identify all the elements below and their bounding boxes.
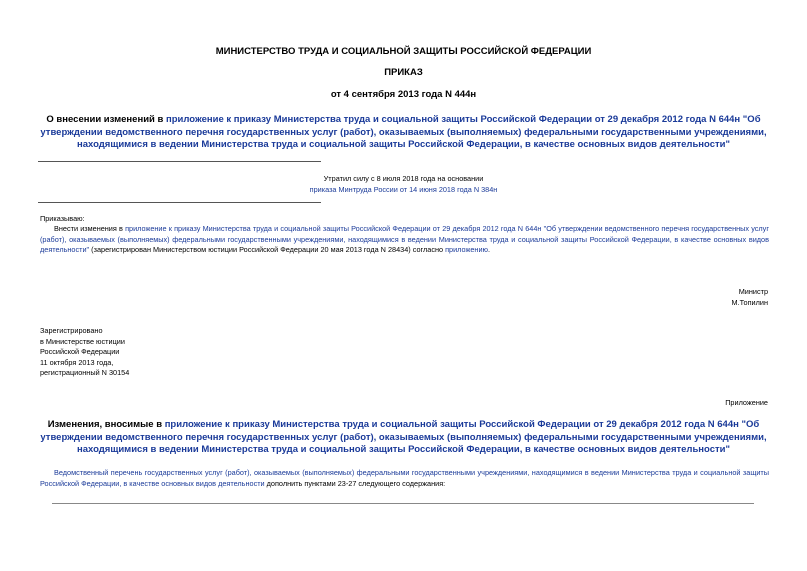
doc-type: ПРИКАЗ	[384, 67, 423, 78]
signature-name: М.Топилин	[731, 297, 768, 307]
title-prefix: О внесении изменений в	[46, 114, 166, 125]
appendix-title	[34, 419, 773, 457]
signature-position: Министр	[738, 287, 768, 296]
signature-block	[600, 287, 768, 308]
ministry-header: МИНИСТЕРСТВО ТРУДА И СОЦИАЛЬНОЙ ЗАЩИТЫ РОССИЙСКОЙ ФЕДЕРАЦИИ	[215, 46, 592, 57]
order-link-appendix[interactable]: приложение к приказу Министерства труда и социальной защиты Российской Федерации от 29 декабря 2012 года N 644н "Об утверждении ведомственного перечня государственных услуг (работ), оказываемых (выполняемых) федеральными государственными учреждениями, находящимися в ведении Министерства труда и социальной защиты Российской Федерации, в качестве основных видов деятельности"	[40, 224, 769, 255]
appendix-title-prefix: Изменения, вносимые в	[47, 419, 165, 430]
title-link[interactable]: приложение к приказу Министерства труда и социальной защиты Российской Федерации от 29 декабря 2012 года N 644н "Об утверждении ведомственного перечня государственных услуг (работ), оказываемых (выполняемых) федеральными государственными учреждениями, находящимися в ведении Министерства труда и социальной защиты Российской Федерации, в качестве основных видов деятельности"	[40, 114, 767, 150]
doc-date-number: от 4 сентября 2013 года N 444н	[330, 89, 477, 100]
order-link-prilozheniyu[interactable]: приложению	[445, 245, 489, 255]
appendix-text-end: дополнить пунктами 23-27 следующего содержания:	[264, 478, 446, 488]
divider-end	[52, 503, 754, 504]
order-text-prefix: Внести изменения в	[54, 224, 126, 233]
appendix-paragraph	[40, 468, 769, 489]
registration-line: Зарегистрировано	[40, 326, 103, 335]
order-text-middle: (зарегистрирован Министерством юстиции Российской Федерации 20 мая 2013 года N 28434) согласно	[89, 245, 446, 255]
divider-top	[38, 161, 321, 162]
status-link[interactable]: приказа Минтруда России от 14 июня 2018 года N 384н	[309, 184, 498, 194]
status-line-1: Утратил силу с 8 июля 2018 года на основании	[323, 174, 484, 183]
registration-line: Российской Федерации	[40, 347, 120, 356]
registration-line: регистрационный N 30154	[40, 368, 130, 377]
registration-line: в Министерстве юстиции	[40, 336, 125, 346]
appendix-label: Приложение	[725, 398, 768, 407]
appendix-title-link[interactable]: приложение к приказу Министерства труда и социальной защиты Российской Федерации от 29 декабря 2012 года N 644н "Об утверждении ведомственного перечня государственных услуг (работ), оказываемых (выполняемых) федеральными государственными учреждениями, находящимися в ведении Министерства труда и социальной защиты Российской Федерации, в качестве основных видов деятельности"	[40, 419, 767, 455]
divider-bottom	[38, 202, 321, 203]
status-note	[0, 174, 807, 195]
appendix-text-link[interactable]: Ведомственный перечень государственных услуг (работ), оказываемых (выполняемых) федеральными государственными учреждениями, находящимися в ведении Министерства труда и социальной защиты Российской Федерации, в качестве основных видов деятельности	[40, 468, 769, 488]
document-title	[34, 114, 773, 152]
order-intro: Приказываю:	[40, 214, 85, 223]
registration-block	[40, 326, 129, 379]
order-paragraph: Внести изменения в приложение к приказу Министерства труда и социальной защиты Российской Федерации от 29 декабря 2012 года N 644н "Об утверждении ведомственного перечня государственных услуг (работ), оказываемых (выполняемых) федеральными государственными учреждениями, находящимися в ведении Министерства труда и социальной защиты Российской Федерации, в качестве основных видов деятельности" (зарегистрирован Министерством юстиции Российской Федерации 20 мая 2013 года N 28434) согласно приложению.	[40, 224, 769, 255]
registration-line: 11 октября 2013 года,	[40, 357, 114, 367]
